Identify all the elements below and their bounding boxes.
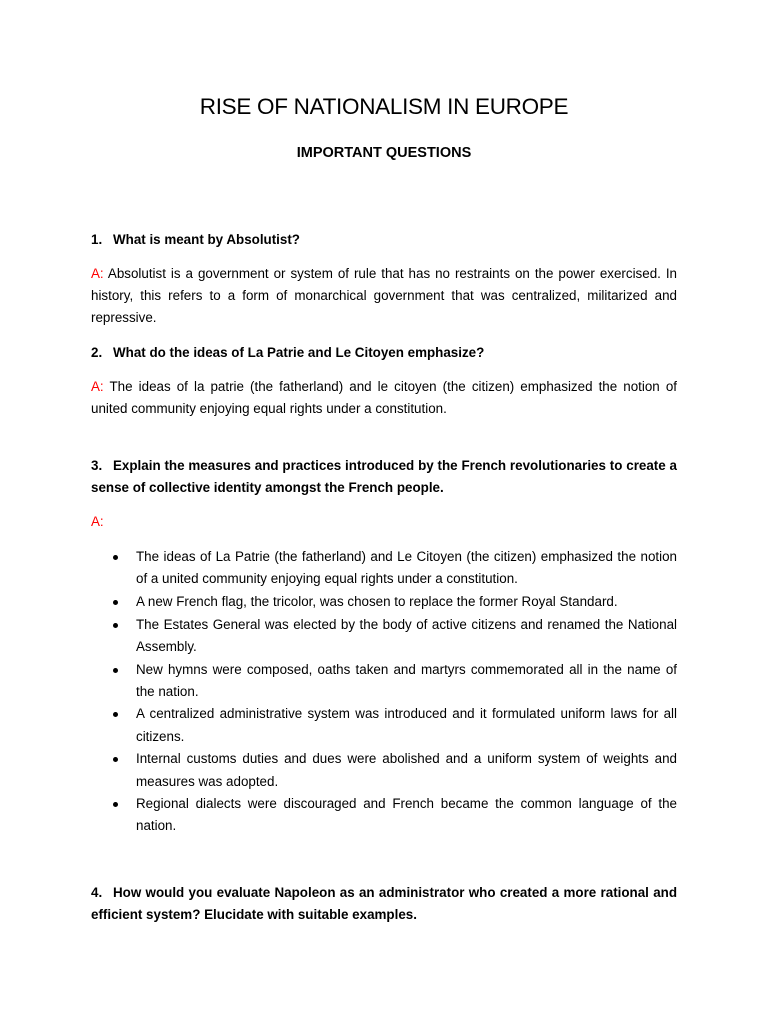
bullet-list xyxy=(91,546,677,838)
answer-3-prefix xyxy=(91,511,677,533)
bullet-icon xyxy=(113,757,118,762)
question-4 xyxy=(91,882,677,926)
bullet-icon xyxy=(113,555,118,560)
question-text: How would you evaluate Napoleon as an administrator who created a more rational and efficient system? Elucidate with suitable examples. xyxy=(91,885,677,923)
answer-prefix: A: xyxy=(91,514,104,529)
question-number: 1. xyxy=(91,232,103,247)
question-1-heading xyxy=(91,229,677,251)
bullet-item: New hymns were composed, oaths taken and martyrs commemorated all in the name of the nation. xyxy=(91,659,677,703)
question-2-heading xyxy=(91,342,677,364)
bullet-item: The Estates General was elected by the body of active citizens and renamed the National Assembly. xyxy=(91,614,677,658)
bullet-item: A centralized administrative system was introduced and it formulated uniform laws for all citizens. xyxy=(91,703,677,747)
question-2 xyxy=(91,342,677,364)
bullet-icon xyxy=(113,600,118,605)
bullet-item: A new French flag, the tricolor, was chosen to replace the former Royal Standard. xyxy=(91,591,677,613)
question-4-heading xyxy=(91,882,677,926)
question-1 xyxy=(91,229,677,251)
question-text: Explain the measures and practices introduced by the French revolutionaries to create a sense of collective identity amongst the French people. xyxy=(91,458,677,496)
bullet-item: Internal customs duties and dues were abolished and a uniform system of weights and measures was adopted. xyxy=(91,748,677,792)
answer-2 xyxy=(91,376,677,420)
document-subtitle: IMPORTANT QUESTIONS xyxy=(296,145,472,161)
bullet-icon xyxy=(113,623,118,628)
bullet-icon xyxy=(113,712,118,717)
bullet-icon xyxy=(113,802,118,807)
answer-text: Absolutist is a government or system of rule that has no restraints on the power exercised. In history, this refers to a form of monarchical government that was centralized, militarized and repressive. xyxy=(91,266,677,326)
bullet-icon xyxy=(113,668,118,673)
question-3 xyxy=(91,455,677,499)
question-number: 2. xyxy=(91,345,103,360)
bullet-item: The ideas of La Patrie (the fatherland) and Le Citoyen (the citizen) emphasized the notion of a united community enjoying equal rights under a constitution. xyxy=(91,546,677,590)
question-text: What do the ideas of La Patrie and Le Citoyen emphasize? xyxy=(113,345,485,360)
question-3-heading xyxy=(91,455,677,499)
bullet-item: Regional dialects were discouraged and French became the common language of the nation. xyxy=(91,793,677,837)
question-number: 4. xyxy=(91,885,103,900)
answer-3-bullets xyxy=(91,546,677,838)
question-text: What is meant by Absolutist? xyxy=(113,232,300,247)
answer-prefix: A: xyxy=(91,379,104,394)
answer-text: The ideas of la patrie (the fatherland) and le citoyen (the citizen) emphasized the notion of united community enjoying equal rights under a constitution. xyxy=(91,379,677,417)
answer-prefix: A: xyxy=(91,266,104,281)
answer-1 xyxy=(91,263,677,330)
question-number: 3. xyxy=(91,458,103,473)
document-title: RISE OF NATIONALISM IN EUROPE xyxy=(199,94,569,119)
